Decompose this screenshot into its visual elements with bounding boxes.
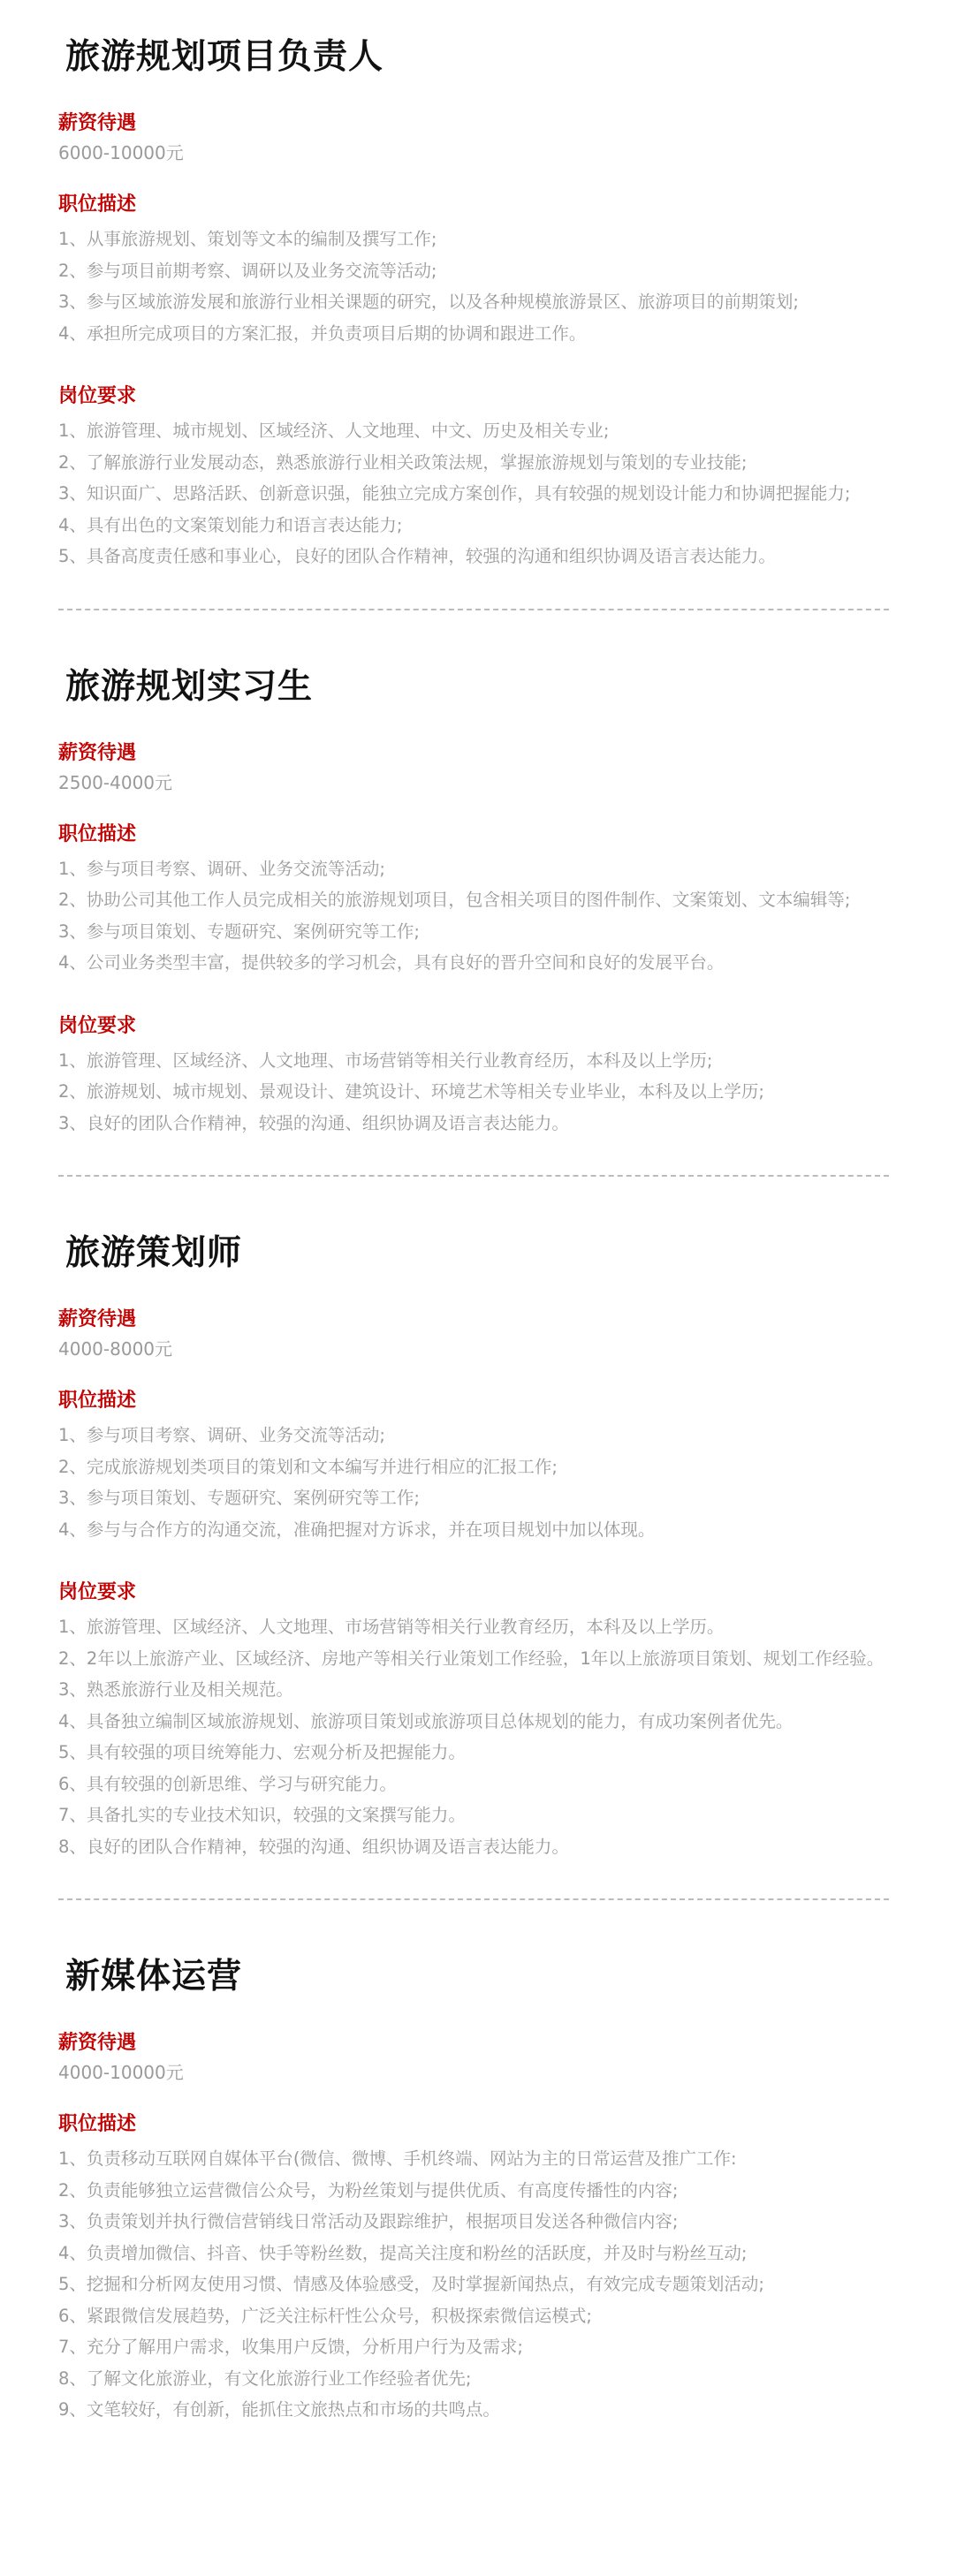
requirement-item: 8、良好的团队合作精神，较强的沟通、组织协调及语言表达能力。 [58, 1836, 569, 1857]
description-item: 5、挖掘和分析网友使用习惯、情感及体验感受，及时掌握新闻热点，有效完成专题策划活动; [58, 2274, 764, 2294]
requirements-heading: 岗位要求 [58, 1581, 137, 1603]
requirement-item: 3、熟悉旅游行业及相关规范。 [58, 1679, 293, 1700]
description-item: 2、参与项目前期考察、调研以及业务交流等活动; [58, 260, 437, 281]
job-title [58, 1230, 247, 1277]
requirements-list [58, 1045, 972, 1140]
description-heading: 职位描述 [58, 822, 137, 845]
salary-value: 6000-10000元 [58, 142, 184, 163]
description-item: 8、了解文化旅游业，有文化旅游行业工作经验者优先; [58, 2368, 472, 2389]
description-item: 3、负责策划并执行微信营销线日常活动及跟踪维护，根据项目发送各种微信内容; [58, 2211, 679, 2231]
job-title-text: 新媒体运营 [65, 1957, 243, 1996]
requirement-item: 4、具备独立编制区域旅游规划、旅游项目策划或旅游项目总体规划的能力，有成功案例者优先。 [58, 1710, 794, 1731]
requirement-item: 7、具备扎实的专业技术知识，较强的文案撰写能力。 [58, 1805, 466, 1825]
requirement-item: 2、2年以上旅游产业、区域经济、房地产等相关行业策划工作经验，1年以上旅游项目策划、规划工作经验。 [58, 1648, 885, 1669]
description-heading: 职位描述 [58, 1390, 137, 1412]
description-list [58, 224, 972, 349]
section-divider [58, 1898, 889, 1900]
description-item: 4、公司业务类型丰富，提供较多的学习机会，具有良好的晋升空间和良好的发展平台。 [58, 952, 725, 973]
job-title [58, 34, 389, 81]
requirements-list [58, 1611, 972, 1862]
salary-value: 2500-4000元 [58, 771, 173, 793]
requirement-item: 1、旅游管理、城市规划、区域经济、人文地理、中文、历史及相关专业; [58, 420, 610, 441]
requirement-item: 3、良好的团队合作精神，较强的沟通、组织协调及语言表达能力。 [58, 1112, 569, 1133]
description-item: 4、负责增加微信、抖音、快手等粉丝数，提高关注度和粉丝的活跃度，并及时与粉丝互动; [58, 2242, 748, 2263]
description-list [58, 2143, 972, 2426]
salary-heading: 薪资待遇 [58, 112, 137, 134]
job-title-text: 旅游策划师 [65, 1233, 243, 1273]
requirements-list [58, 415, 972, 572]
job-title-text: 旅游规划实习生 [65, 666, 314, 707]
salary-heading: 薪资待遇 [58, 2032, 137, 2054]
job-title [58, 1953, 247, 2001]
job-title-text: 旅游规划项目负责人 [65, 37, 384, 77]
salary-heading: 薪资待遇 [58, 741, 137, 764]
description-item: 1、从事旅游规划、策划等文本的编制及撰写工作; [58, 229, 437, 249]
job-posting [58, 663, 972, 1140]
description-item: 7、充分了解用户需求，收集用户反馈，分析用户行为及需求; [58, 2337, 523, 2357]
job-posting [58, 1230, 972, 1862]
description-item: 1、负责移动互联网自媒体平台(微信、微博、手机终端、网站为主的日常运营及推广工作: [58, 2148, 737, 2169]
salary-heading: 薪资待遇 [58, 1308, 137, 1330]
section-divider [58, 1175, 889, 1177]
requirement-item: 2、旅游规划、城市规划、景观设计、建筑设计、环境艺术等相关专业毕业，本科及以上学历; [58, 1081, 764, 1102]
requirement-item: 1、旅游管理、区域经济、人文地理、市场营销等相关行业教育经历，本科及以上学历; [58, 1049, 713, 1071]
description-item: 9、文笔较好，有创新，能抓住文旅热点和市场的共鸣点。 [58, 2399, 500, 2420]
job-posting [58, 34, 972, 572]
job-posting [58, 1953, 972, 2426]
description-item: 3、参与项目策划、专题研究、案例研究等工作; [58, 1488, 420, 1508]
description-heading: 职位描述 [58, 2113, 137, 2135]
requirements-heading: 岗位要求 [58, 385, 137, 407]
salary-value: 4000-10000元 [58, 2062, 184, 2083]
requirement-item: 5、具备高度责任感和事业心，良好的团队合作精神，较强的沟通和组织协调及语言表达能力。 [58, 546, 776, 566]
requirement-item: 2、了解旅游行业发展动态，熟悉旅游行业相关政策法规，掌握旅游规划与策划的专业技能; [58, 451, 748, 473]
description-item: 2、协助公司其他工作人员完成相关的旅游规划项目，包含相关项目的图件制作、文案策划、文本编辑等; [58, 890, 851, 910]
description-list [58, 853, 972, 979]
requirements-heading: 岗位要求 [58, 1014, 137, 1037]
requirement-item: 1、旅游管理、区域经济、人文地理、市场营销等相关行业教育经历，本科及以上学历。 [58, 1617, 725, 1637]
description-item: 4、参与与合作方的沟通交流，准确把握对方诉求，并在项目规划中加以体现。 [58, 1519, 656, 1540]
requirement-item: 3、知识面广、思路活跃、创新意识强，能独立完成方案创作，具有较强的规划设计能力和协调把握能力; [58, 483, 851, 504]
description-item: 2、负责能够独立运营微信公众号，为粉丝策划与提供优质、有高度传播性的内容; [58, 2179, 679, 2201]
description-heading: 职位描述 [58, 193, 137, 216]
job-title [58, 663, 318, 711]
description-item: 4、承担所完成项目的方案汇报，并负责项目后期的协调和跟进工作。 [58, 322, 587, 344]
section-divider [58, 609, 889, 610]
requirement-item: 5、具有较强的项目统筹能力、宏观分析及把握能力。 [58, 1742, 466, 1762]
description-list [58, 1420, 972, 1545]
description-item: 1、参与项目考察、调研、业务交流等活动; [58, 858, 385, 879]
requirement-item: 4、具有出色的文案策划能力和语言表达能力; [58, 514, 403, 535]
description-item: 6、紧跟微信发展趋势，广泛关注标杆性公众号，积极探索微信运模式; [58, 2305, 592, 2326]
description-item: 2、完成旅游规划类项目的策划和文本编写并进行相应的汇报工作; [58, 1456, 558, 1477]
description-item: 3、参与项目策划、专题研究、案例研究等工作; [58, 921, 420, 942]
requirement-item: 6、具有较强的创新思维、学习与研究能力。 [58, 1773, 397, 1794]
description-item: 1、参与项目考察、调研、业务交流等活动; [58, 1425, 385, 1445]
description-item: 3、参与区域旅游发展和旅游行业相关课题的研究，以及各种规模旅游景区、旅游项目的前期策划; [58, 292, 799, 312]
salary-value: 4000-8000元 [58, 1338, 173, 1360]
